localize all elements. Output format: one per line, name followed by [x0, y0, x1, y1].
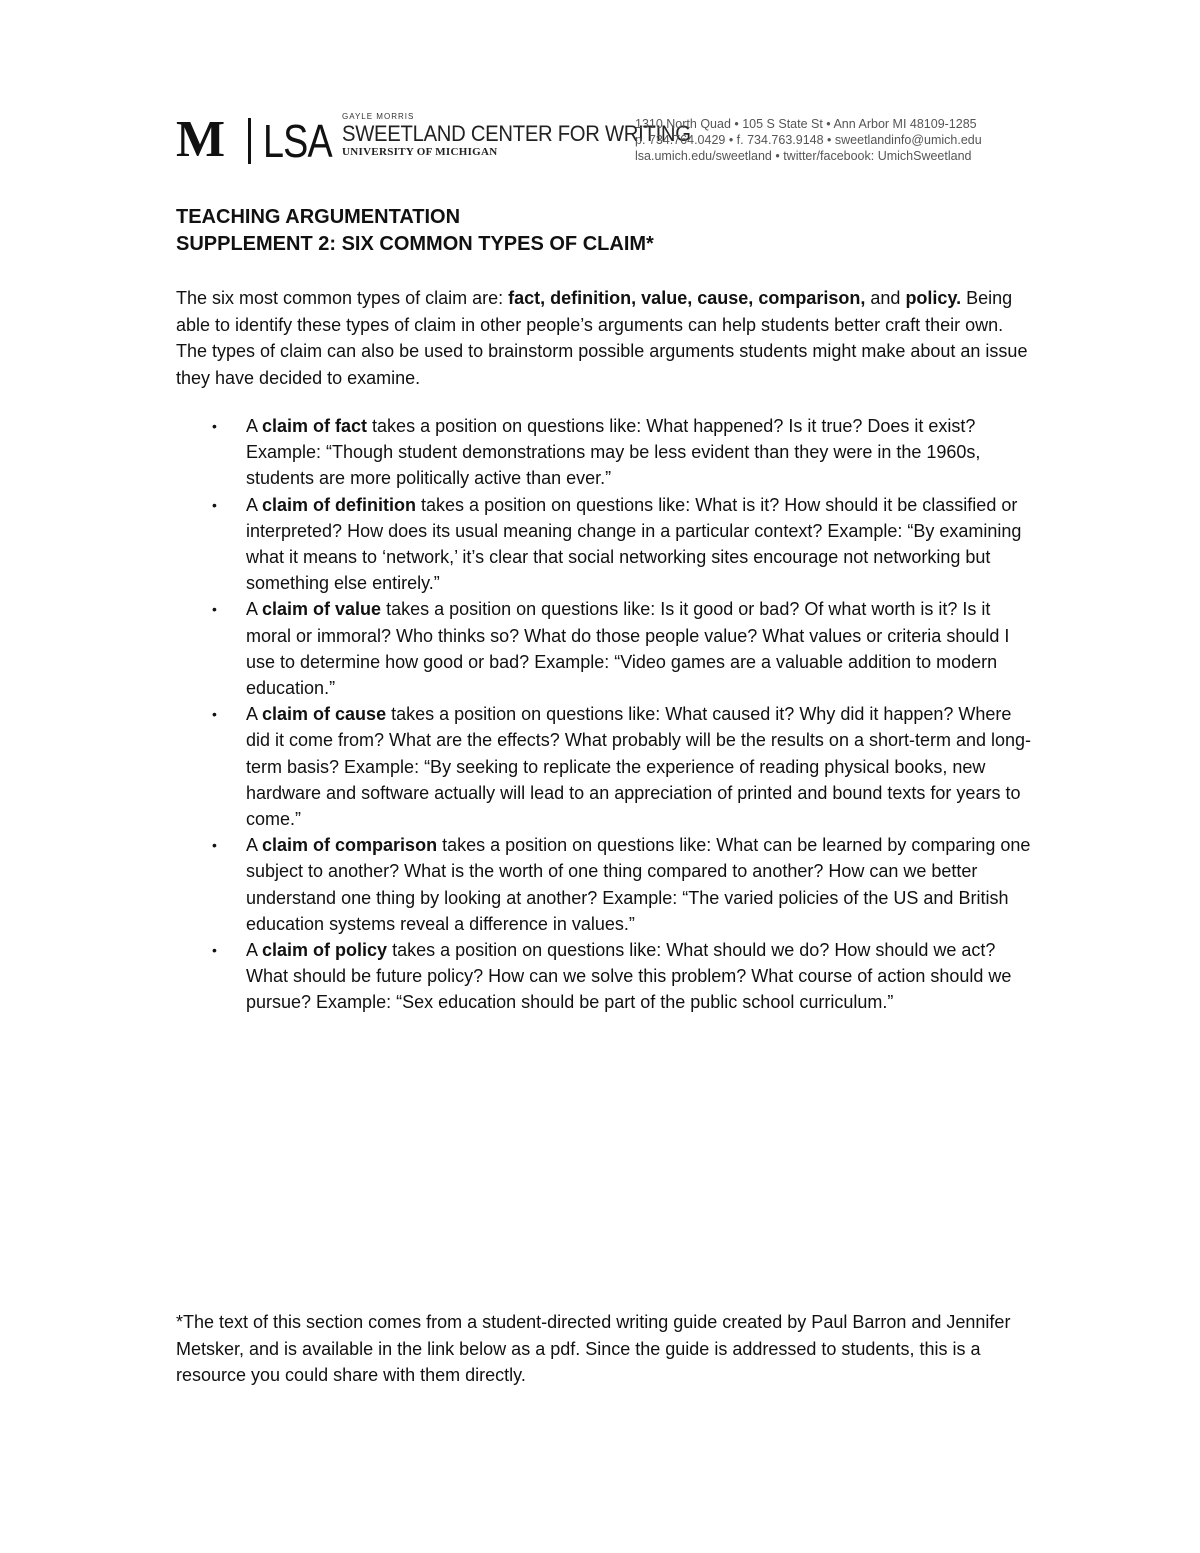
logo-divider	[248, 118, 251, 164]
claim-text: takes a position on questions like: Is it good or bad? Of what worth is it? Is it moral or immoral? Who thinks so? What do those people value? What values or criteria should I use to determine how good or bad? Example: “Video games are a valuable addition to modern education.”	[246, 599, 1010, 699]
intro-and: and	[870, 288, 901, 308]
list-item-claim-policy	[176, 937, 1036, 1016]
list-item-claim-cause	[176, 701, 1036, 832]
claim-prefix: A	[246, 704, 263, 725]
bullet-icon: •	[212, 942, 217, 959]
claim-types-list	[176, 413, 1036, 1016]
document-title	[176, 204, 1036, 258]
intro-comma: ,	[860, 288, 866, 308]
claim-text: takes a position on questions like: What is it? How should it be classified or interpreted? How does its usual meaning change in a particular context? Example: “By examining what it means to ‘network,’ it’s clear that social networking sites encourage not networking but something else entirely.”	[246, 494, 1022, 594]
list-item-claim-comparison	[176, 832, 1036, 937]
lsa-logo: LSA	[263, 115, 332, 167]
intro-rest: Being able to identify these types of claim in other people’s arguments can help students better craft their own. The types of claim can also be used to brainstorm possible arguments students might make about an issue they have decided to examine.	[176, 288, 1028, 388]
bullet-icon: •	[212, 418, 217, 434]
donor-name: GAYLE MORRIS	[342, 112, 415, 121]
intro-comma: ,	[687, 288, 693, 308]
claim-prefix: A	[246, 416, 263, 436]
university-name: UNIVERSITY OF MICHIGAN	[342, 146, 498, 158]
claim-term: claim of value	[262, 599, 382, 620]
title-line-2: SUPPLEMENT 2: SIX COMMON TYPES OF CLAIM*	[176, 233, 654, 255]
claim-text: takes a position on questions like: What can be learned by comparing one subject to another? What is the worth of one thing compared to another? How can we better understand one thing by looking at another? Example: “The varied policies of the US and British education systems reveal a difference in values.”	[246, 835, 1031, 934]
claim-text: takes a position on questions like: What caused it? Why did it happen? Where did it come from? What are the effects? What probably will be the results on a short-term and long-term basis? Example: “By seeking to replicate the experience of reading physical books, new hardware and software actually will lead to an appreciation of printed and bound texts for years to come.”	[246, 704, 1032, 830]
claim-text: takes a position on questions like: What should we do? How should we act? What should be future policy? How can we solve this problem? What course of action should we pursue? Example: “Sex education should be part of the public school curriculum.”	[246, 940, 1012, 1013]
bullet-icon: •	[212, 496, 217, 513]
list-item-claim-definition	[176, 492, 1036, 597]
contact-phone-email: p. 734.764.0429 • f. 734.763.9148 • sweetlandinfo@umich.edu	[635, 133, 982, 147]
letterhead	[176, 108, 1026, 168]
bullet-icon: •	[212, 601, 217, 618]
claim-term: claim of policy	[262, 940, 388, 961]
claim-text: takes a position on questions like: What happened? Is it true? Does it exist? Example: “Though student demonstrations may be less evident than they were in the 1960s, students are more politically active than ever.”	[246, 416, 981, 489]
contact-info	[635, 116, 982, 164]
umich-block-m-logo: M	[176, 111, 224, 168]
intro-paragraph	[176, 285, 1036, 391]
claim-term: claim of fact	[262, 416, 368, 436]
contact-address: 1310 North Quad • 105 S State St • Ann Arbor MI 48109-1285	[635, 117, 977, 131]
bullet-icon: •	[212, 837, 217, 854]
intro-term-value: value	[641, 288, 688, 308]
intro-term-comparison: comparison	[758, 288, 861, 308]
intro-term-cause: cause	[697, 288, 749, 308]
list-item-claim-value	[176, 596, 1036, 701]
intro-term-fact: fact	[508, 288, 541, 308]
claim-prefix: A	[246, 599, 263, 620]
claim-term: claim of cause	[262, 704, 387, 725]
list-item-claim-fact	[176, 413, 1036, 492]
intro-comma: ,	[748, 288, 754, 308]
title-line-1: TEACHING ARGUMENTATION	[176, 206, 461, 228]
center-name: SWEETLAND CENTER FOR WRITING	[342, 121, 691, 146]
claim-prefix: A	[246, 494, 263, 515]
intro-comma: ,	[631, 288, 637, 308]
intro-comma: ,	[540, 288, 546, 308]
footnote: *The text of this section comes from a student-directed writing guide created by Paul Barron and Jennifer Metsker, and is available in the link below as a pdf. Since the guide is addressed to students, this is a resource you could share with them directly.	[176, 1312, 1011, 1385]
main-content	[176, 204, 1036, 1016]
bullet-icon: •	[212, 706, 217, 723]
intro-lead: The six most common types of claim are:	[176, 288, 509, 308]
intro-term-policy: policy.	[905, 288, 962, 308]
claim-prefix: A	[246, 940, 263, 961]
intro-term-definition: definition	[550, 288, 632, 308]
claim-term: claim of comparison	[262, 835, 438, 856]
claim-prefix: A	[246, 835, 263, 856]
contact-web-social: lsa.umich.edu/sweetland • twitter/facebook: UmichSweetland	[635, 149, 972, 163]
claim-term: claim of definition	[262, 494, 417, 515]
